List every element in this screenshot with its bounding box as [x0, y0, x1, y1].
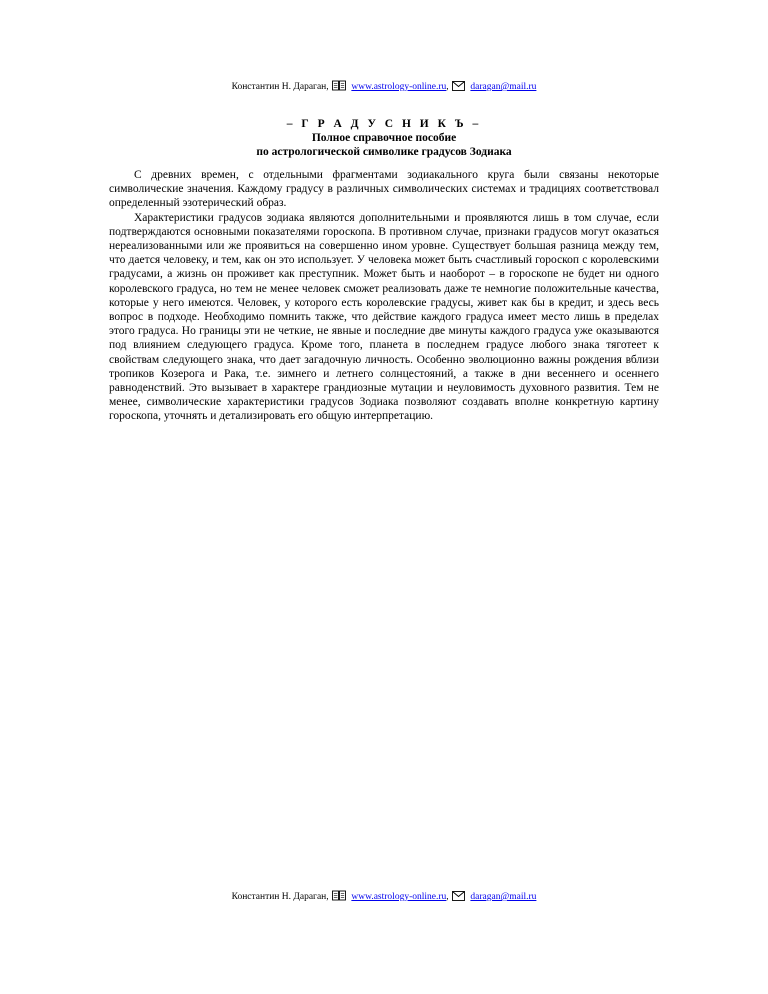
document-subtitle-line-1: Полное справочное пособие: [311, 132, 457, 144]
title-block: [0, 117, 768, 159]
paragraph: С древних времен, с отдельными фрагментами зодиакального круга были связаны некоторые символические значения. Каждому градусу в различных символических системах и традициях соответствовал определенный эзотерический образ.: [109, 169, 659, 210]
header-site-link[interactable]: www.astrology-online.ru: [351, 82, 447, 92]
footer-site-link[interactable]: www.astrology-online.ru: [351, 892, 447, 902]
envelope-icon: [452, 81, 465, 95]
header-email-link[interactable]: daragan@mail.ru: [470, 82, 537, 92]
document-subtitle-line-2: по астрологической символике градусов Зодиака: [256, 146, 512, 158]
footer-author: Константин Н. Дараган,: [231, 892, 329, 902]
book-icon: [332, 80, 346, 95]
body-text: [109, 168, 659, 424]
footer-email-link[interactable]: daragan@mail.ru: [470, 892, 537, 902]
footer-separator: ,: [446, 892, 449, 902]
page-footer: [0, 890, 768, 905]
paragraph: Характеристики градусов зодиака являются дополнительными и проявляются лишь в том случае, если подтверждаются основными показателями гороскопа. В противном случае, признаки градусов могут оказаться нереализованными или же проявиться на совершенно ином уровне. Существует большая разница между тем, что дается человеку, и тем, как он это использует. У человека может быть счастливый гороскоп с королевскими градусами, а жизнь он проживет как преступник. Может быть и наоборот – в гороскопе не будет ни одного королевского градуса, но тем не менее человек сможет реализовать даже те немногие положительные качества, которые у него имеются. Человек, у которого есть королевские градусы, живет как бы в кредит, и здесь весь вопрос в подходе. Необходимо помнить также, что действие каждого градуса имеет место лишь в пределах этого градуса. Но границы эти не четкие, не явные и последние две минуты каждого градуса уже оказываются под влиянием следующего градуса. Кроме того, планета в последнем градусе любого знака тяготеет к свойствам следующего знака, что дает загадочную личность. Особенно эволюционно важны рождения вблизи тропиков Козерога и Рака, т.е. зимнего и летнего солнцестояний, а также в дни весеннего и осеннего равноденствий. Это вызывает в характере грандиозные мутации и неуловимость духовного развития. Тем не менее, символические характеристики градусов Зодиака позволяют создавать вполне конкретную картину гороскопа, уточнять и детализировать его общую интерпретацию.: [109, 211, 659, 423]
book-icon: [332, 890, 346, 905]
page-header: [0, 80, 768, 95]
envelope-icon: [452, 891, 465, 905]
header-separator: ,: [446, 82, 449, 92]
document-title: – Г Р А Д У С Н И К Ъ –: [286, 118, 482, 130]
header-author: Константин Н. Дараган,: [231, 82, 329, 92]
